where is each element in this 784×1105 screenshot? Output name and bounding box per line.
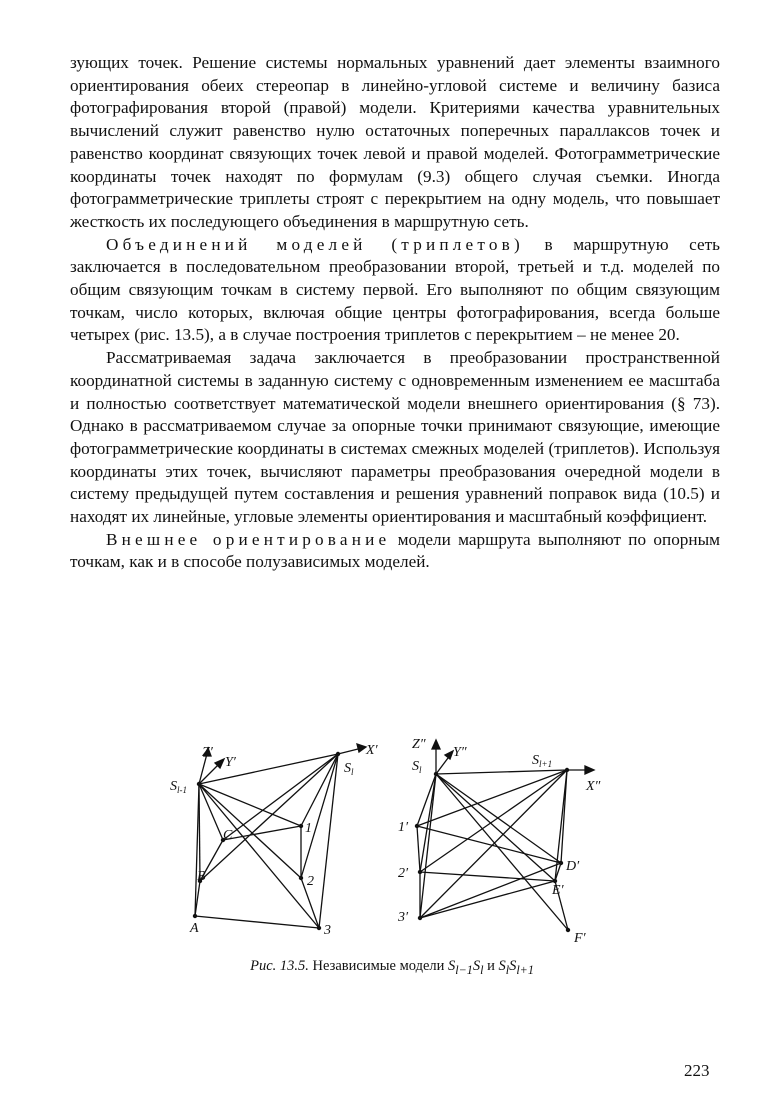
label-2: 2 [307,874,314,889]
caption-fig-ref: Рис. 13.5. [250,958,309,974]
caption-m1: S [448,958,456,974]
point-2 [299,876,303,880]
label-a: A [190,921,199,936]
paragraph-4 [70,529,720,574]
label-1-prime: 1′ [398,820,409,835]
paragraph-2 [70,234,720,348]
label-3: 3 [324,923,331,938]
label-y-prime: Y′ [225,755,236,770]
caption-m1-sub: l−1 [455,962,473,977]
label-b: B [197,869,206,884]
label-2-prime: 2′ [398,866,409,881]
point-s-cur-right [434,772,438,776]
figure-caption [0,958,784,978]
independent-models-diagram [150,728,620,958]
point-3 [317,926,321,930]
paragraph-2-heading: Объединений моделей (триплетов) [106,234,524,254]
caption-m3-sub: l [505,962,510,977]
point-s-next [565,768,569,772]
caption-m2-sub: l [480,962,484,977]
label-d-prime: D′ [566,859,580,874]
label-s-cur-right: $S_l$ [412,759,422,775]
point-d-prime [559,861,563,865]
label-s-cur-left: $S_l$ [344,761,354,777]
caption-m3: S [498,958,506,974]
point-1 [299,824,303,828]
label-e-prime: E′ [552,883,564,898]
caption-and: и [483,958,499,974]
point-f-prime [566,928,570,932]
label-s-next: $S_{l+1}$ [532,753,553,769]
page-number: 223 [684,1061,710,1080]
page-text [70,52,720,574]
label-f-prime: F′ [574,931,586,946]
caption-m4: S [509,958,517,974]
caption-text: Независимые модели [308,958,449,974]
label-z-double: Z″ [412,737,426,752]
point-a [193,914,197,918]
label-x-double: X″ [586,779,601,794]
right-model-lines [417,770,568,930]
point-3-prime [418,916,422,920]
paragraph-1: зующих точек. Решение системы нормальных уравнений дает элементы взаимного ориентирования обеих стереопар в линейно-угловой системе и величину базиса фотографирования второй (правой) модели. Критериями качества уравнительных вычислений служит равенство нулю остаточных поперечных параллаксов точек и равенство координат связующих точек левой и правой моделей. Фотограмметрические координаты точек находят по формулам (9.3) общего случая съемки. Иногда фотограмметрические триплеты строят с перекрытием на одну модель, что повышает жесткость их последующего объединения в маршрутную сеть. [70,53,720,231]
label-x-prime: X′ [366,743,378,758]
label-1: 1 [305,821,312,836]
left-model-labels [170,743,379,938]
label-3-prime: 3′ [398,910,409,925]
right-model-points [415,768,570,932]
point-2-prime [418,870,422,874]
paragraph-3: Рассматриваемая задача заключается в преобразовании пространственной координатной системы в заданную систему с одновременным изменением ее масштаба и полностью соответствует математической модели внешнего ориентирования (§ 73). Однако в рассматриваемом случае за опорные точки принимают связующие, имеющие фотограмметрические координаты в системах смежных моделей (триплетов). Используя координаты этих точек, вычисляют параметры преобразования очередной модели в систему предыдущей путем составления и решения уравнений поправок вида (10.5) и находят их линейные, угловые элементы ориентирования и масштабный коэффициент. [70,348,720,527]
paragraph-2-body: в маршрутную сеть заключается в последовательном преобразовании второй, третьей и т.д. моделей по общим связующим точкам в систему первой. Его выполняют по общим связующим точкам, число которых, включая общие центры фотографирования, всегда больше четырех (рис. 13.5), а в случае построения триплетов с перекрытием – не менее 20. [70,234,720,345]
label-c: C [223,828,233,843]
point-s-cur-left [336,752,340,756]
caption-m2: S [472,958,481,974]
label-s-prev: $S_{l-1}$ [170,779,187,795]
point-1-prime [415,824,419,828]
paragraph-4-body: модели маршрута выполняют по опорным точкам, как и в способе полузависимых моделей. [70,529,721,572]
paragraph-4-heading: Внешнее ориентирование [106,529,391,549]
left-model-points [193,752,340,930]
label-z-prime: Z′ [202,745,213,760]
point-s-prev [197,782,201,786]
label-y-double: Y″ [453,745,467,760]
left-model-lines [195,754,338,928]
caption-m4-sub: l+1 [516,962,534,977]
